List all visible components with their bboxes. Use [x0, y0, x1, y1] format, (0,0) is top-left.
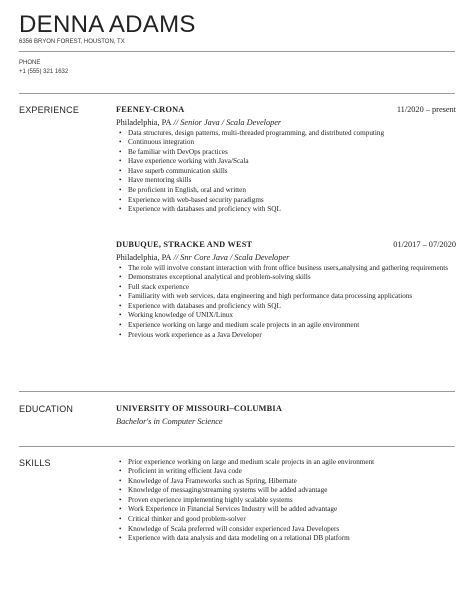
job-bullet-list — [116, 129, 456, 215]
section-divider-education — [19, 391, 455, 392]
job-dates: 01/2017 – 07/2020 — [393, 240, 456, 249]
phone-label: PHONE — [19, 60, 41, 66]
list-item: • Be familiar with DevOps practices — [116, 148, 456, 158]
list-item: • Be proficient in English, oral and written — [116, 186, 456, 196]
job-dates: 11/2020 – present — [396, 105, 456, 114]
list-item: • Continuous integration — [116, 138, 456, 148]
job-location: Philadelphia, PA — [116, 118, 172, 127]
job-location-title — [116, 117, 456, 128]
job-entry — [116, 240, 456, 340]
skills-list — [116, 458, 456, 544]
job-bullet-list — [116, 264, 456, 341]
list-item: • Knowledge of Java Frameworks such as Spring, Hibernate — [116, 477, 456, 487]
list-item: • Prior experience working on large and medium scale projects in an agile environment — [116, 458, 456, 468]
list-item: • Experience working on large and medium scale projects in an agile environment — [116, 321, 456, 331]
list-item: • Knowledge of Scala preferred will consider experienced Java Developers — [116, 525, 456, 535]
job-company: DUBUQUE, STRACKE AND WEST — [116, 240, 253, 249]
list-item: • Experience with databases and proficiency with SQL — [116, 205, 456, 215]
job-separator: // — [171, 118, 181, 127]
education-entry — [116, 404, 456, 427]
job-entry — [116, 105, 456, 215]
list-item: • Proficient in writing efficient Java code — [116, 467, 456, 477]
job-location-title — [116, 252, 456, 263]
section-divider-skills — [19, 446, 455, 447]
list-item: • Full stack experience — [116, 283, 456, 293]
section-heading-experience: EXPERIENCE — [19, 105, 80, 115]
job-separator: // — [171, 253, 181, 262]
list-item: • Demonstrates exceptional analytical and problem-solving skills — [116, 273, 456, 283]
list-item: • Previous work experience as a Java Developer — [116, 331, 456, 341]
list-item: • Familiarity with web services, data engineering and high performance data processing applications — [116, 292, 456, 302]
section-heading-skills: SKILLS — [19, 458, 51, 468]
list-item: • Have superb communication skills — [116, 167, 456, 177]
job-title: Senior Java / Scala Developer — [180, 118, 282, 127]
phone-number: +1 (555) 321 1632 — [19, 69, 69, 75]
header-divider — [19, 51, 455, 52]
list-item: • Experience with databases and proficiency with SQL — [116, 302, 456, 312]
degree: Bachelor's in Computer Science — [116, 417, 223, 426]
list-item: • The role will involve constant interaction with front office business users,analysing and gathering requirements — [116, 264, 456, 274]
list-item: • Knowledge of messaging/streaming systems will be added advantage — [116, 486, 456, 496]
skills-block — [116, 457, 456, 544]
section-divider-experience — [19, 93, 455, 94]
school-name: UNIVERSITY OF MISSOURI–COLUMBIA — [116, 404, 283, 413]
list-item: • Work Experience in Financial Services Industry will be added advantage — [116, 505, 456, 515]
section-heading-education: EDUCATION — [19, 404, 74, 414]
job-location: Philadelphia, PA — [116, 253, 172, 262]
list-item: • Data structures, design patterns, multi-threaded programming, and distributed computing — [116, 129, 456, 139]
list-item: • Have experience working with Java/Scala — [116, 157, 456, 167]
candidate-name: DENNA ADAMS — [19, 11, 196, 38]
list-item: • Critical thinker and good problem-solver — [116, 515, 456, 525]
list-item: • Working knowledge of UNIX/Linux — [116, 311, 456, 321]
list-item: • Have mentoring skills — [116, 176, 456, 186]
list-item: • Experience with web-based security paradigms — [116, 196, 456, 206]
job-title: Snr Core Java / Scala Developer — [180, 253, 290, 262]
job-company: FEENEY-CRONA — [116, 105, 185, 114]
list-item: • Experience with data analysis and data modeling on a relational DB platform — [116, 534, 456, 544]
list-item: • Proven experience implementing highly scalable systems — [116, 496, 456, 506]
address: 6356 BRYON FOREST, HOUSTON, TX — [19, 39, 125, 45]
